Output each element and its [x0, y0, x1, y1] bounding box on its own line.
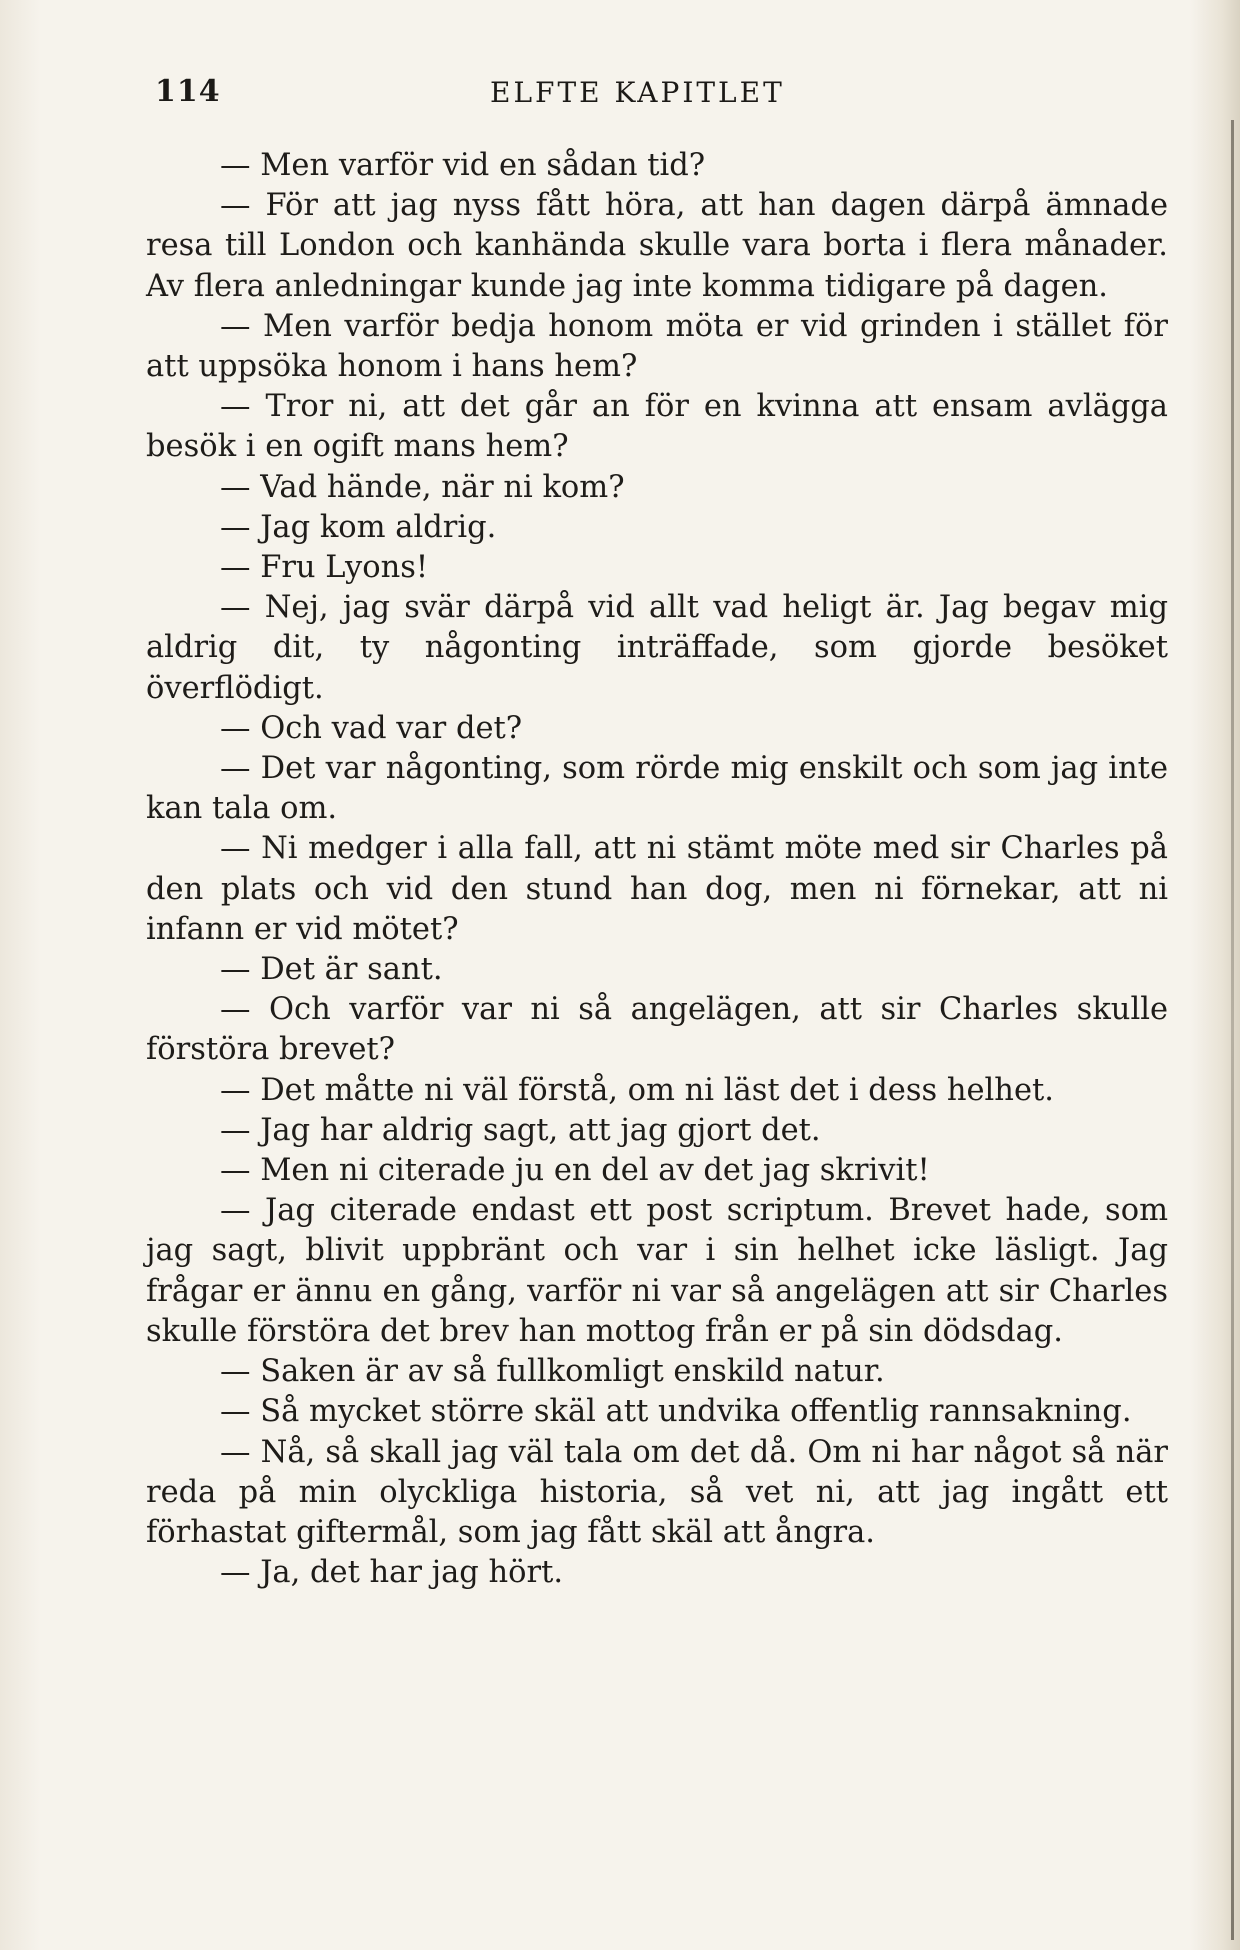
dialogue-paragraph: — Jag kom aldrig.: [220, 509, 497, 545]
dialogue-paragraph: — Ja, det har jag hört.: [220, 1555, 564, 1591]
dialogue-paragraph: — Och vad var det?: [220, 710, 523, 746]
dialogue-paragraph: — Fru Lyons!: [220, 550, 429, 586]
body-text: [146, 146, 1168, 1593]
page-header: [150, 70, 1170, 120]
dialogue-paragraph: — Det är sant.: [220, 952, 443, 988]
dialogue-paragraph: — Vad hände, när ni kom?: [220, 469, 625, 505]
dialogue-paragraph: — För att jag nyss fått höra, att han dagen därpå ämnade resa till London och kanhända skulle vara borta i flera månader. Av flera anledningar kunde jag inte komma tidigare på dagen.: [146, 188, 1168, 304]
dialogue-paragraph: — Så mycket större skäl att undvika offentlig rannsakning.: [220, 1394, 1132, 1430]
dialogue-paragraph: — Och varför var ni så angelägen, att sir Charles skulle förstöra brevet?: [146, 992, 1168, 1068]
page-number: 114: [155, 74, 221, 109]
dialogue-paragraph: — Jag citerade endast ett post scriptum. Brevet hade, som jag sagt, blivit uppbränt och var i sin helhet icke läsligt. Jag frågar er ännu en gång, varför ni var så angelägen att sir Charles skulle förstöra det brev han mottog från er på sin dödsdag.: [146, 1193, 1168, 1349]
dialogue-paragraph: — Men varför bedja honom möta er vid grinden i stället för att uppsöka honom i hans hem?: [146, 308, 1168, 385]
dialogue-paragraph: — Saken är av så fullkomligt enskild natur.: [220, 1354, 885, 1390]
dialogue-paragraph: — Det måtte ni väl förstå, om ni läst det i dess helhet.: [220, 1072, 1054, 1108]
dialogue-paragraph: — Nej, jag svär därpå vid allt vad heligt är. Jag begav mig aldrig dit, ty någonting inträffade, som gjorde besöket överflödigt.: [146, 590, 1168, 706]
running-head: ELFTE KAPITLET: [490, 76, 785, 109]
dialogue-paragraph: — Det var någonting, som rörde mig enskilt och som jag inte kan tala om.: [146, 751, 1168, 827]
dialogue-paragraph: — Men varför vid en sådan tid?: [220, 148, 706, 183]
page-edge-shadow: [1231, 120, 1234, 1940]
dialogue-paragraph: — Nå, så skall jag väl tala om det då. Om ni har något så när reda på min olyckliga historia, så vet ni, att jag ingått ett förhastat giftermål, som jag fått skäl att ångra.: [146, 1434, 1168, 1550]
dialogue-paragraph: — Tror ni, att det går an för en kvinna att ensam avlägga besök i en ogift mans hem?: [146, 389, 1168, 465]
dialogue-paragraph: — Jag har aldrig sagt, att jag gjort det.: [220, 1112, 821, 1148]
dialogue-paragraph: — Men ni citerade ju en del av det jag skrivit!: [220, 1153, 930, 1189]
dialogue-paragraph: — Ni medger i alla fall, att ni stämt möte med sir Charles på den plats och vid den stund han dog, men ni förnekar, att ni infann er vid mötet?: [146, 831, 1168, 947]
